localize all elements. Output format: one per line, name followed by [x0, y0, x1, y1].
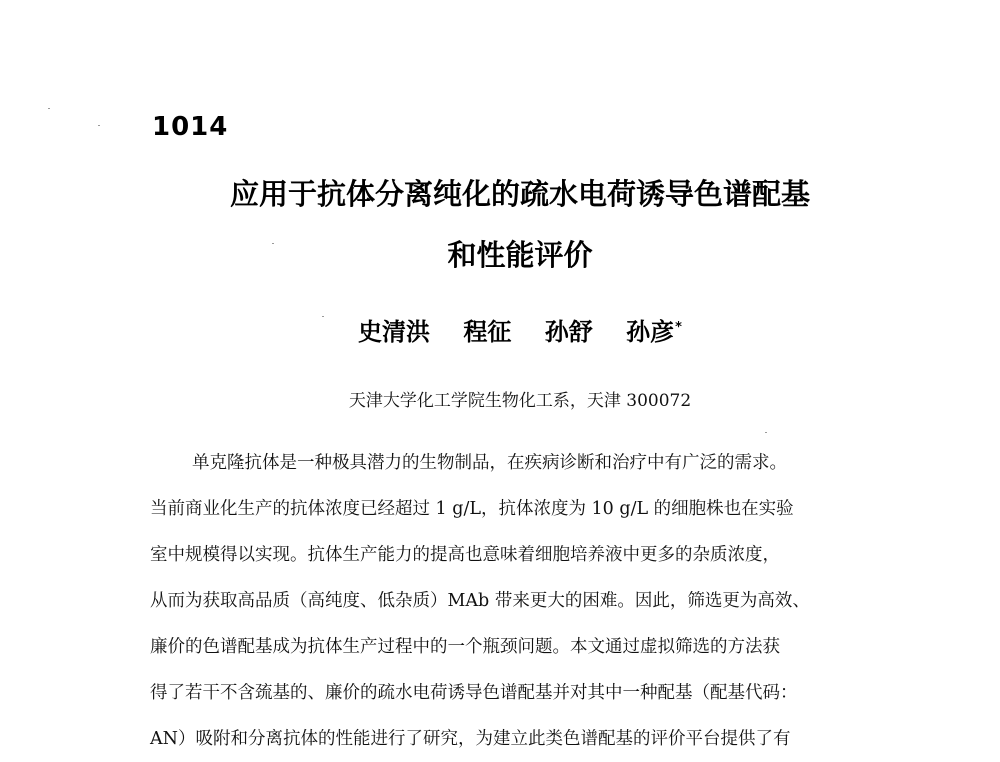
body-line: 从而为获取高品质（高纯度、低杂质）MAb 带来更大的困难。因此，筛选更为高效、 [150, 591, 810, 611]
author-list [150, 312, 890, 347]
author [358, 312, 431, 347]
author-name: 孙彦 [626, 318, 675, 346]
author-name: 孙舒 [544, 318, 593, 346]
body-line: 廉价的色谱配基成为抗体生产过程中的一个瓶颈问题。本文通过虚拟筛选的方法获 [150, 637, 780, 657]
paper-title-line-2: 和性能评价 [447, 238, 593, 272]
scan-speck [765, 432, 767, 433]
author [545, 312, 594, 347]
body-line: 当前商业化生产的抗体浓度已经超过 1 g/L，抗体浓度为 10 g/L 的细胞株也在实验 [150, 499, 794, 519]
paper-title-line-1: 应用于抗体分离纯化的疏水电荷诱导色谱配基 [229, 177, 810, 211]
paper-code: 1014 [152, 112, 229, 142]
affiliation: 天津大学化工学院生物化工系，天津 300072 [348, 391, 692, 411]
corresponding-author-mark: * [675, 320, 682, 335]
abstract-body [150, 440, 895, 762]
author [463, 312, 512, 347]
corresponding-author [626, 312, 682, 347]
scan-speck [322, 316, 324, 317]
body-line: 得了若干不含巯基的、廉价的疏水电荷诱导色谱配基并对其中一种配基（配基代码： [150, 683, 798, 703]
body-line: AN）吸附和分离抗体的性能进行了研究，为建立此类色谱配基的评价平台提供了有 [150, 729, 791, 749]
scan-speck [48, 108, 50, 109]
author-name: 史清洪 [358, 318, 431, 346]
body-line: 单克隆抗体是一种极具潜力的生物制品，在疾病诊断和治疗中有广泛的需求。 [192, 453, 787, 473]
body-line: 室中规模得以实现。抗体生产能力的提高也意味着细胞培养液中更多的杂质浓度， [150, 545, 780, 565]
scan-speck [272, 243, 274, 244]
scan-speck [98, 125, 100, 126]
author-name: 程征 [463, 318, 512, 346]
